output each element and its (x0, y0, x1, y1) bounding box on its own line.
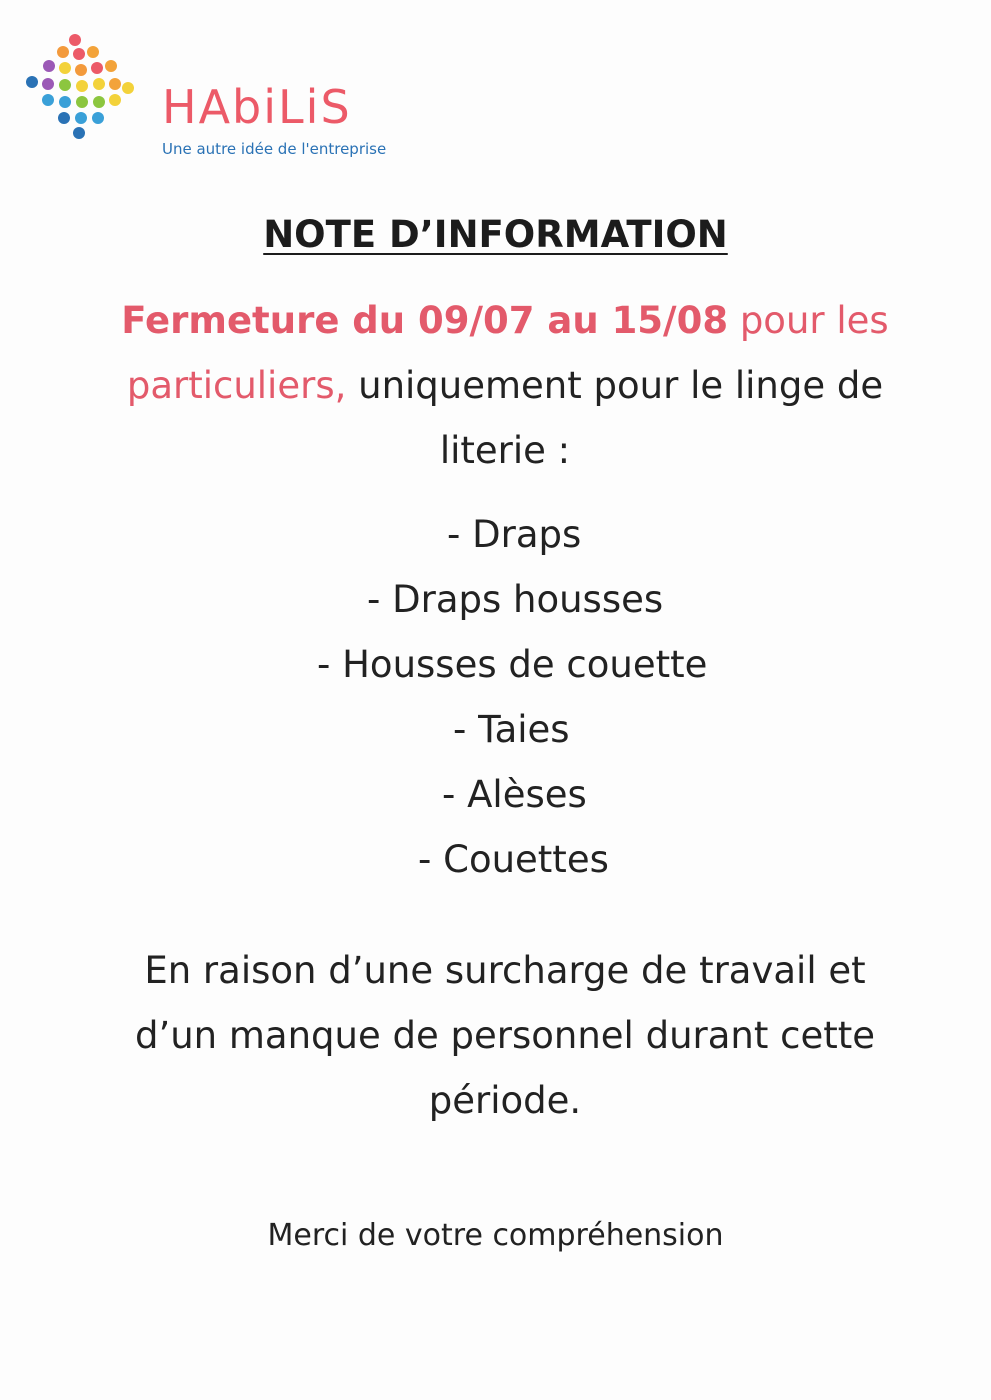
closure-dates: Fermeture du 09/07 au 15/08 (121, 299, 729, 342)
list-item: - Alèses (442, 773, 587, 816)
closure-paragraph (100, 288, 910, 483)
list-item: - Draps housses (367, 578, 664, 621)
page-title: NOTE D’INFORMATION (263, 213, 728, 256)
logo-tagline: Une autre idée de l'entreprise (162, 140, 387, 158)
habilis-logo-icon (22, 32, 142, 147)
logo-wordmark: HAbiLiS (162, 80, 352, 134)
closure-audience: pour les particuliers, (126, 299, 889, 407)
closure-scope: uniquement pour le linge de literie : (346, 364, 884, 472)
list-item: - Housses de couette (317, 643, 708, 686)
list-item: - Draps (447, 513, 582, 556)
list-item: - Couettes (418, 838, 609, 881)
thanks-text: Merci de votre compréhension (267, 1218, 724, 1253)
list-item: - Taies (453, 708, 570, 751)
habilis-logo (22, 32, 387, 158)
reason-paragraph: En raison d’une surcharge de travail et d’un manque de personnel durant cette période. (134, 949, 876, 1122)
